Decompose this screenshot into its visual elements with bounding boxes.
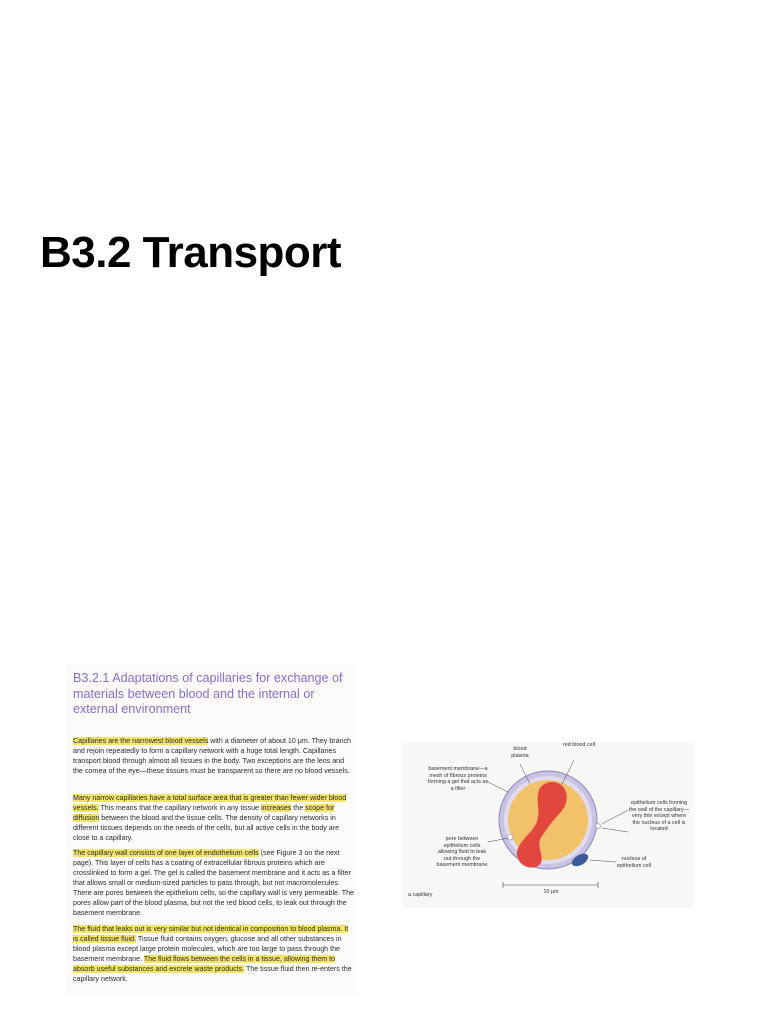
leader-line — [590, 860, 616, 862]
pore — [507, 834, 513, 840]
label-basement-membrane: basement membrane—a mesh of fibrous proteins forming a gel that acts as a filter — [427, 766, 489, 792]
paragraph-text: with a diameter of about 10 μm. They branch and rejoin repeatedly to form a capillary network with a huge total length. Capillaries transport blood through almost all tissues in the body. Two exceptions are the lens and the cornea of the eye—these tissues must be transparent so there are no blood vessels. — [73, 737, 352, 775]
paragraph-4 — [73, 924, 355, 984]
label-blood-plasma: blood plasma — [511, 746, 529, 759]
leader-line — [488, 782, 508, 792]
paragraph-3 — [73, 848, 355, 918]
leader-line — [602, 828, 628, 832]
paragraph-text: The tissue fluid then re-enters the capillary network. — [73, 965, 352, 983]
label-red-blood-cell: red blood cell — [562, 742, 596, 748]
paragraph-text: Tissue fluid contains oxygen, glucose and all other substances in blood plasma except large protein molecules, which are too large to pass through the basement membrane. — [73, 935, 342, 963]
label-nucleus: nucleus of epithelium cell — [616, 856, 652, 869]
highlighted-text: The fluid that leaks out is very similar but not identical in composition to blood plasma. It is called tissue fluid. — [73, 925, 349, 943]
pore — [596, 824, 601, 829]
figure-caption: a capillary — [408, 892, 433, 898]
paragraph-text: between the blood and the tissue cells. The density of capillary networks in different tissues depends on the needs of the cells, but all active cells in the body are close to a capillary. — [73, 814, 340, 842]
section-heading: B3.2.1 Adaptations of capillaries for exchange of materials between blood and the internal or external environment — [73, 671, 343, 716]
label-pore: pore between epithelium cells allowing fluid to leak out through the basement membrane — [436, 836, 488, 868]
paragraph-text: This means that the capillary network in any tissue — [98, 804, 261, 812]
page-title: B3.2 Transport — [40, 228, 342, 277]
highlighted-text: scope for diffusion — [73, 804, 335, 822]
paragraph-text: (see Figure 3 on the next page). This layer of cells has a coating of extracellular fibrous proteins which are crosslinked to form a gel. The gel is called the basement membrane and it acts as a filter that allows small or medium-sized particles to pass through, but not macromolecules. There are pores between the epithelium cells, so the capillary wall is very permeable. The pores allow part of the blood plasma, but not the red blood cells, to leak out through the basement membrane. — [73, 849, 354, 917]
capillary-figure — [402, 742, 694, 908]
paragraph-2 — [73, 793, 355, 843]
paragraph-1 — [73, 736, 355, 776]
highlighted-text: The capillary wall consists of one layer of endothelium cells — [73, 849, 259, 857]
highlighted-text: Capillaries are the narrowest blood vessels — [73, 737, 209, 745]
label-scale: 10 μm — [543, 889, 559, 895]
highlighted-text: The fluid flows between the cells in a tissue, allowing them to absorb useful substances and excrete waste products. — [73, 955, 336, 973]
highlighted-text: increases — [260, 804, 292, 812]
leader-line — [602, 810, 628, 824]
paragraph-text: the — [291, 804, 306, 812]
label-epithelium-cells: epithelium cells forming the wall of the capillary—very thin except where the nucleus of a cell is located — [629, 800, 689, 832]
highlighted-text: Many narrow capillaries have a total surface area that is greater than fewer wider blood vessels. — [73, 794, 347, 812]
